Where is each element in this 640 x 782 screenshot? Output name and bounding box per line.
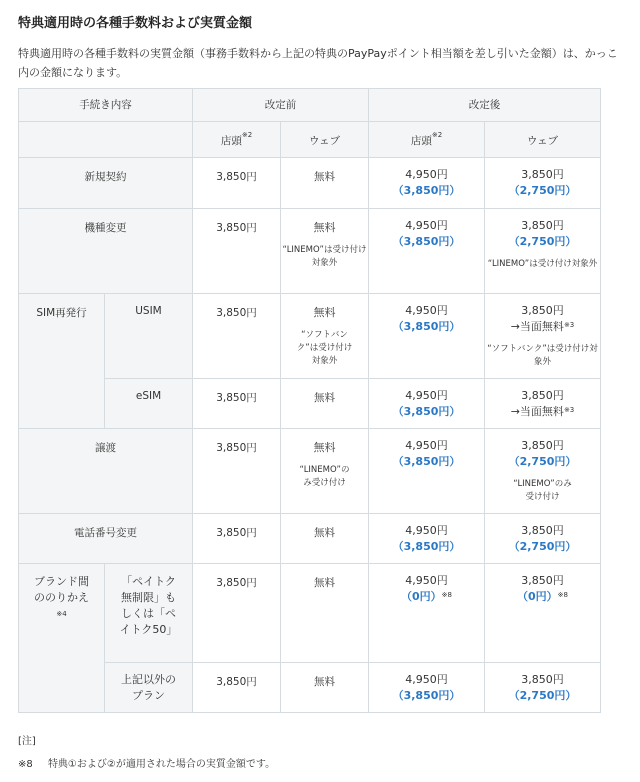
cell-after-store: 4,950円 （3,850円） <box>369 158 485 209</box>
header-before-web: ウェブ <box>281 122 369 158</box>
table-row <box>19 379 601 429</box>
cell-after-store: 4,950円 （3,850円） <box>369 379 485 429</box>
table-row <box>19 429 601 514</box>
cell-before-store: 3,850円 <box>193 158 281 209</box>
row-label-new-contract: 新規契約 <box>19 158 193 209</box>
header-procedure: 手続き内容 <box>19 89 193 122</box>
cell-before-web: 無料 <box>281 564 369 663</box>
cell-after-web: 3,850円 →当面無料$^{※3}$ “ソフトバンク”は受け付け対象外 <box>485 294 601 379</box>
intro-text: 特典適用時の各種手数料の実質金額（事務手数料から上記の特典のPayPayポイント相当額を差し引いた金額）は、かっこ内の金額になります。 <box>18 47 618 79</box>
cell-after-store: 4,950円 （0円）$^{※8}$ <box>369 564 485 663</box>
cell-before-store: 3,850円 <box>193 294 281 379</box>
row-sublabel-esim: eSIM <box>105 379 193 429</box>
cell-before-store: 3,850円 <box>193 429 281 514</box>
table-header-row <box>19 89 601 122</box>
cell-before-web: 無料 <box>281 663 369 713</box>
cell-after-store: 4,950円 （3,850円） <box>369 663 485 713</box>
header-before: 改定前 <box>193 89 369 122</box>
cell-after-web: 3,850円 （2,750円） “LINEMO”は受け付け対象外 <box>485 209 601 294</box>
cell-after-web: 3,850円 （2,750円） <box>485 158 601 209</box>
table-row <box>19 294 601 379</box>
header-after-store: 店頭$^{※2}$ <box>369 122 485 158</box>
header-procedure-empty <box>19 122 193 158</box>
cell-before-web: 無料 <box>281 379 369 429</box>
row-label-device-change: 機種変更 <box>19 209 193 294</box>
notes-heading: [注] <box>18 736 36 747</box>
header-after: 改定後 <box>369 89 601 122</box>
row-sublabel-usim: USIM <box>105 294 193 379</box>
cell-after-store: 4,950円 （3,850円） <box>369 514 485 564</box>
row-sublabel-paytoku: 「ペイトク無制限」もしくは「ペイトク50」 <box>105 564 193 663</box>
cell-before-web: 無料 <box>281 158 369 209</box>
cell-before-store: 3,850円 <box>193 564 281 663</box>
row-label-sim-reissue: SIM再発行 <box>19 294 105 429</box>
cell-after-web: 3,850円 （2,750円） <box>485 663 601 713</box>
table-row <box>19 663 601 713</box>
table-row <box>19 514 601 564</box>
cell-before-store: 3,850円 <box>193 514 281 564</box>
table-subheader-row <box>19 122 601 158</box>
cell-after-store: 4,950円 （3,850円） <box>369 294 485 379</box>
page-title: 特典適用時の各種手数料および実質金額 <box>18 16 253 31</box>
table-row <box>19 158 601 209</box>
note-8-text: 特典①および②が適用された場合の実質金額です。 <box>47 759 276 770</box>
table-row <box>19 209 601 294</box>
cell-after-store: 4,950円 （3,850円） <box>369 429 485 514</box>
fee-table <box>18 88 601 713</box>
table-row <box>19 564 601 663</box>
header-after-web: ウェブ <box>485 122 601 158</box>
cell-after-web: 3,850円 →当面無料$^{※3}$ <box>485 379 601 429</box>
cell-after-web: 3,850円 （0円）$^{※8}$ <box>485 564 601 663</box>
cell-after-web: 3,850円 （2,750円） <box>485 514 601 564</box>
cell-before-store: 3,850円 <box>193 663 281 713</box>
cell-before-web: 無料 “LINEMO”は受け付け対象外 <box>281 209 369 294</box>
cell-before-store: 3,850円 <box>193 209 281 294</box>
row-label-transfer: 譲渡 <box>19 429 193 514</box>
row-label-brand-switch: ブランド間ののりかえ $^{※4}$ <box>19 564 105 713</box>
note-8 <box>18 755 275 770</box>
cell-after-web: 3,850円 （2,750円） “LINEMO”のみ受け付け <box>485 429 601 514</box>
cell-before-web: 無料 <box>281 514 369 564</box>
row-label-number-change: 電話番号変更 <box>19 514 193 564</box>
cell-after-store: 4,950円 （3,850円） <box>369 209 485 294</box>
cell-before-web: 無料 “ソフトバンク”は受け付け対象外 <box>281 294 369 379</box>
cell-before-web: 無料 “LINEMO”のみ受け付け <box>281 429 369 514</box>
note-8-mark: ※8 <box>18 759 33 770</box>
header-before-store: 店頭$^{※2}$ <box>193 122 281 158</box>
row-sublabel-other-plan: 上記以外のプラン <box>105 663 193 713</box>
cell-before-store: 3,850円 <box>193 379 281 429</box>
